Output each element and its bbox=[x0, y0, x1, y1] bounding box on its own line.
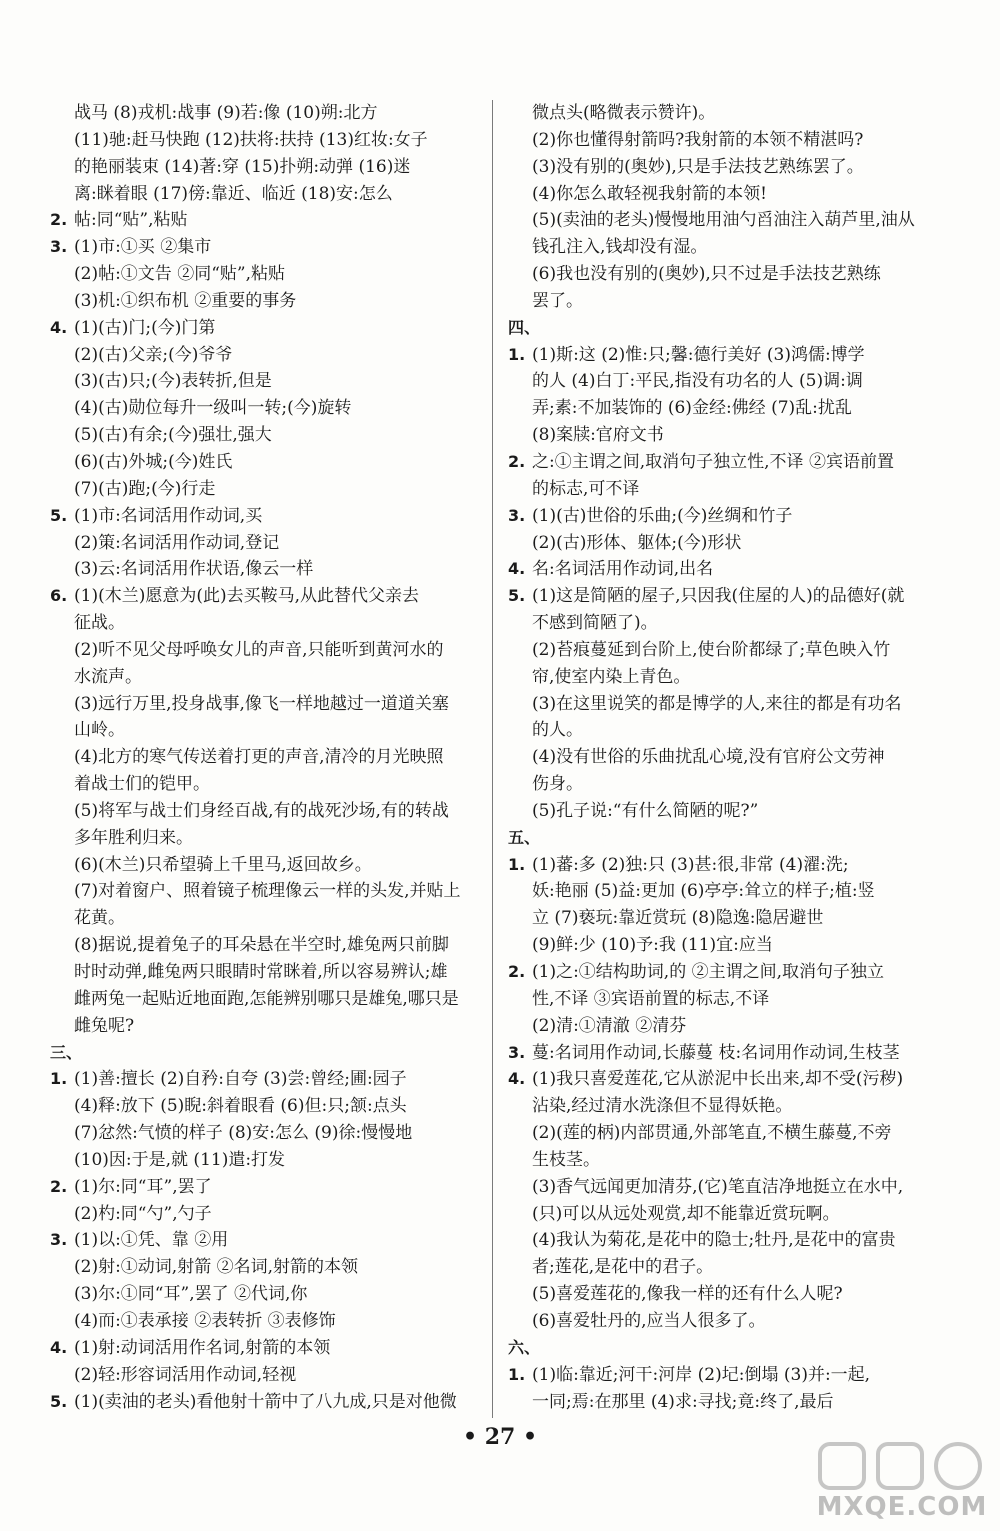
item-number: 2. bbox=[50, 1176, 68, 1196]
answer-line bbox=[50, 771, 480, 798]
line-text: (3)机:①织布机 ②重要的事务 bbox=[74, 290, 297, 311]
answer-line bbox=[50, 449, 480, 476]
line-text: (4)释:放下 (5)睨:斜着眼看 (6)但:只;颔:点头 bbox=[74, 1096, 407, 1117]
line-text: 性,不译 ③宾语前置的标志,不译 bbox=[532, 988, 770, 1009]
answer-line bbox=[50, 530, 480, 557]
line-text: 四、 bbox=[508, 317, 541, 337]
line-text: (1)善:擅长 (2)自矜:自夸 (3)尝:曾经;圃:园子 bbox=[74, 1069, 407, 1090]
answer-item bbox=[508, 342, 948, 369]
answer-line bbox=[50, 556, 480, 583]
line-text: (8)据说,提着兔子的耳朵悬在半空时,雄兔两只前脚 bbox=[74, 935, 449, 956]
line-text: 多年胜利归来。 bbox=[74, 827, 193, 848]
answer-item bbox=[50, 1066, 480, 1093]
line-text: (10)因:于是,就 (11)遣:打发 bbox=[74, 1149, 286, 1170]
line-text: 名:名词活用作动词,出名 bbox=[532, 559, 714, 580]
line-text: (1)蕃:多 (2)独:只 (3)甚:很,非常 (4)濯:洗; bbox=[532, 854, 849, 875]
line-text: 一同;焉:在那里 (4)求:寻找;竟:终了,最后 bbox=[532, 1391, 834, 1412]
answer-line bbox=[50, 905, 480, 932]
line-text: 的标志,可不译 bbox=[532, 478, 640, 499]
right-column bbox=[508, 100, 948, 1415]
line-text: (1)市:名词活用作动词,买 bbox=[74, 505, 263, 526]
line-text: 征战。 bbox=[74, 613, 125, 634]
line-text: 雌两兔一起贴近地面跑,怎能辨别哪只是雄兔,哪只是 bbox=[74, 988, 459, 1009]
answer-line bbox=[50, 932, 480, 959]
line-text: (4)没有世俗的乐曲扰乱心境,没有官府公文劳神 bbox=[532, 747, 885, 768]
line-text: (3)远行万里,投身战事,像飞一样地越过一道道关塞 bbox=[74, 693, 449, 714]
answer-line bbox=[50, 691, 480, 718]
line-text: 弄;素:不加装饰的 (6)金经:佛经 (7)乱:扰乱 bbox=[532, 398, 852, 419]
answer-line bbox=[50, 1362, 480, 1389]
line-text: (1)我只喜爱莲花,它从淤泥中长出来,却不受(污秽) bbox=[532, 1069, 904, 1090]
item-number: 1. bbox=[508, 1364, 526, 1384]
line-text: (2)苔痕蔓延到台阶上,使台阶都绿了;草色映入竹 bbox=[532, 639, 891, 660]
answer-line bbox=[508, 422, 948, 449]
line-text: (1)市:①买 ②集市 bbox=[74, 237, 212, 258]
item-number: 1. bbox=[508, 344, 526, 364]
line-text: 的人。 bbox=[532, 720, 583, 741]
line-text: (7)忿然:气愤的样子 (8)安:怎么 (9)徐:慢慢地 bbox=[74, 1123, 413, 1144]
section-heading bbox=[508, 825, 948, 852]
item-number: 2. bbox=[50, 210, 68, 230]
answer-line bbox=[50, 798, 480, 825]
answer-line bbox=[508, 637, 948, 664]
answer-line bbox=[50, 476, 480, 503]
item-number: 5. bbox=[50, 1391, 68, 1411]
line-text: (1)这是简陋的屋子,只因我(住屋的人)的品德好(就 bbox=[532, 586, 905, 607]
line-text: 之:①主谓之间,取消句子独立性,不译 ②宾语前置 bbox=[532, 451, 894, 472]
watermark-logo bbox=[812, 1436, 992, 1526]
answer-line bbox=[50, 986, 480, 1013]
answer-item bbox=[50, 207, 480, 234]
item-number: 6. bbox=[50, 586, 68, 606]
answer-line bbox=[508, 664, 948, 691]
answer-line bbox=[50, 744, 480, 771]
column-divider bbox=[492, 100, 493, 1418]
line-text: (5)(古)有余;(今)强壮,强大 bbox=[74, 425, 272, 446]
answer-line bbox=[508, 1174, 948, 1201]
line-text: (5)喜爱莲花的,像我一样的还有什么人呢? bbox=[532, 1284, 843, 1305]
item-number: 4. bbox=[508, 559, 526, 579]
answer-line bbox=[508, 986, 948, 1013]
answer-line bbox=[50, 181, 480, 208]
answer-item bbox=[50, 1389, 480, 1416]
line-text: 钱孔注入,钱却没有湿。 bbox=[532, 237, 708, 258]
answer-line bbox=[50, 610, 480, 637]
line-text: (1)(卖油的老头)看他射十箭中了八九成,只是对他微 bbox=[74, 1391, 457, 1412]
line-text: (4)我认为菊花,是花中的隐士;牡丹,是花中的富贵 bbox=[532, 1230, 896, 1251]
line-text: 妖:艳丽 (5)益:更加 (6)亭亭:耸立的样子;植:竖 bbox=[532, 881, 875, 902]
answer-item bbox=[508, 852, 948, 879]
line-text: 伤身。 bbox=[532, 774, 583, 795]
line-text: (3)没有别的(奥妙),只是手法技艺熟练罢了。 bbox=[532, 156, 864, 177]
answer-line bbox=[508, 717, 948, 744]
line-text: (7)对着窗户、照着镜子梳理像云一样的头发,并贴上 bbox=[74, 881, 461, 902]
answer-line bbox=[508, 1281, 948, 1308]
item-number: 4. bbox=[508, 1069, 526, 1089]
answer-line bbox=[508, 530, 948, 557]
line-text: 三、 bbox=[50, 1042, 83, 1062]
answer-line bbox=[508, 1201, 948, 1228]
line-text: (3)云:名词活用作状语,像云一样 bbox=[74, 559, 314, 580]
section-heading bbox=[508, 1335, 948, 1362]
answer-line bbox=[50, 100, 480, 127]
item-number: 3. bbox=[50, 237, 68, 257]
section-heading bbox=[50, 1040, 480, 1067]
line-text: (6)喜爱牡丹的,应当人很多了。 bbox=[532, 1310, 766, 1331]
line-text: 时时动弹,雌兔两只眼睛时常眯着,所以容易辨认;雄 bbox=[74, 962, 448, 982]
line-text: 着战士们的铠甲。 bbox=[74, 774, 210, 795]
answer-line bbox=[50, 422, 480, 449]
answer-line bbox=[50, 261, 480, 288]
item-number: 2. bbox=[508, 962, 526, 981]
line-text: (1)(古)世俗的乐曲;(今)丝绸和竹子 bbox=[532, 505, 793, 526]
answer-line bbox=[508, 1120, 948, 1147]
answer-line bbox=[508, 798, 948, 825]
line-text: (1)以:①凭、靠 ②用 bbox=[74, 1230, 229, 1251]
line-text: 战马 (8)戎机:战事 (9)若:像 (10)朔:北方 bbox=[74, 103, 378, 123]
line-text: (4)而:①表承接 ②表转折 ③表修饰 bbox=[74, 1310, 336, 1331]
line-text: (3)尔:①同“耳”,罢了 ②代词,你 bbox=[74, 1284, 308, 1305]
line-text: (1)(木兰)愿意为(此)去买鞍马,从此替代父亲去 bbox=[74, 586, 420, 607]
line-text: (3)(古)只;(今)表转折,但是 bbox=[74, 371, 272, 392]
answer-item bbox=[508, 449, 948, 476]
answer-line bbox=[50, 1281, 480, 1308]
line-text: 离:眯着眼 (17)傍:靠近、临近 (18)安:怎么 bbox=[74, 183, 393, 204]
item-number: 2. bbox=[508, 451, 526, 471]
answer-line bbox=[508, 100, 948, 127]
line-text: (1)(古)门;(今)门第 bbox=[74, 317, 216, 338]
line-text: (2)杓:同“勺”,勺子 bbox=[74, 1203, 212, 1224]
answer-line bbox=[508, 261, 948, 288]
line-text: 微点头(略微表示赞许)。 bbox=[532, 103, 716, 123]
answer-line bbox=[508, 1389, 948, 1416]
item-number: 1. bbox=[50, 1069, 68, 1089]
line-text: 山岭。 bbox=[74, 720, 125, 741]
answer-item bbox=[508, 1040, 948, 1067]
answer-item bbox=[508, 959, 948, 986]
answer-line bbox=[508, 127, 948, 154]
answer-line bbox=[50, 825, 480, 852]
line-text: (7)(古)跑;(今)行走 bbox=[74, 478, 216, 499]
item-number: 4. bbox=[50, 317, 68, 337]
line-text: (1)临:靠近;河干:河岸 (2)圮:倒塌 (3)并:一起, bbox=[532, 1364, 871, 1385]
answer-item bbox=[50, 315, 480, 342]
answer-line bbox=[50, 1013, 480, 1040]
line-text: 帘,使室内染上青色。 bbox=[532, 666, 691, 687]
answer-line bbox=[508, 368, 948, 395]
answer-line bbox=[50, 1147, 480, 1174]
answer-line bbox=[508, 395, 948, 422]
answer-line bbox=[508, 1093, 948, 1120]
answer-line bbox=[508, 932, 948, 959]
line-text: (6)(木兰)只希望骑上千里马,返回故乡。 bbox=[74, 854, 372, 875]
answer-line bbox=[508, 476, 948, 503]
answer-item bbox=[50, 503, 480, 530]
answer-line bbox=[508, 181, 948, 208]
answer-line bbox=[508, 1254, 948, 1281]
watermark-stamp-icon bbox=[812, 1436, 992, 1496]
answer-item bbox=[50, 1335, 480, 1362]
answer-line bbox=[508, 878, 948, 905]
line-text: (2)(古)形体、躯体;(今)形状 bbox=[532, 532, 742, 553]
line-text: 生枝茎。 bbox=[532, 1149, 600, 1170]
answer-line bbox=[508, 744, 948, 771]
line-text: (3)在这里说笑的都是博学的人,来往的都是有功名 bbox=[532, 693, 902, 714]
item-number: 5. bbox=[50, 505, 68, 525]
answer-item bbox=[508, 556, 948, 583]
line-text: (5)将军与战士们身经百战,有的战死沙场,有的转战 bbox=[74, 800, 449, 821]
answer-item bbox=[50, 583, 480, 610]
answer-line bbox=[50, 1254, 480, 1281]
line-text: (9)鲜:少 (10)予:我 (11)宜:应当 bbox=[532, 935, 773, 956]
item-number: 4. bbox=[50, 1337, 68, 1357]
line-text: 的艳丽装束 (14)著:穿 (15)扑朔:动弹 (16)迷 bbox=[74, 156, 411, 177]
line-text: (5)(卖油的老头)慢慢地用油勺舀油注入葫芦里,油从 bbox=[532, 210, 915, 231]
line-text: (2)听不见父母呼唤女儿的声音,只能听到黄河水的 bbox=[74, 639, 444, 660]
line-text: (8)案牍:官府文书 bbox=[532, 425, 664, 446]
line-text: 六、 bbox=[508, 1337, 541, 1357]
line-text: (1)射:动词活用作名词,射箭的本领 bbox=[74, 1337, 331, 1358]
line-text: (2)(古)父亲;(今)爷爷 bbox=[74, 344, 233, 365]
item-number: 1. bbox=[508, 854, 526, 874]
line-text: (1)斯:这 (2)惟:只;馨:德行美好 (3)鸿儒:博学 bbox=[532, 344, 865, 365]
line-text: (6)我也没有别的(奥妙),只不过是手法技艺熟练 bbox=[532, 264, 881, 285]
answer-item bbox=[50, 234, 480, 261]
line-text: 者;莲花,是花中的君子。 bbox=[532, 1257, 714, 1278]
line-text: (2)清:①清澈 ②清芬 bbox=[532, 1015, 687, 1036]
section-heading bbox=[508, 315, 948, 342]
answer-item bbox=[50, 1227, 480, 1254]
line-text: 水流声。 bbox=[74, 666, 142, 687]
answer-line bbox=[50, 717, 480, 744]
line-text: 不感到简陋了)。 bbox=[532, 613, 658, 634]
line-text: (4)北方的寒气传送着打更的声音,清冷的月光映照 bbox=[74, 747, 444, 768]
line-text: (2)帖:①文告 ②同“贴”,粘贴 bbox=[74, 264, 285, 285]
answer-line bbox=[50, 154, 480, 181]
line-text: (1)尔:同“耳”,罢了 bbox=[74, 1176, 212, 1197]
answer-line bbox=[50, 637, 480, 664]
item-number: 3. bbox=[50, 1230, 68, 1250]
answer-line bbox=[50, 368, 480, 395]
answer-line bbox=[50, 852, 480, 879]
line-text: (3)香气远闻更加清芬,(它)笔直洁净地挺立在水中, bbox=[532, 1176, 904, 1197]
line-text: (只)可以从远处观赏,却不能靠近赏玩啊。 bbox=[532, 1203, 840, 1224]
answer-item bbox=[508, 583, 948, 610]
item-number: 5. bbox=[508, 586, 526, 606]
line-text: 帖:同“贴”,粘贴 bbox=[74, 210, 188, 231]
line-text: (2)射:①动词,射箭 ②名词,射箭的本领 bbox=[74, 1257, 359, 1278]
line-text: (5)孔子说:“有什么简陋的呢?” bbox=[532, 800, 759, 821]
answer-line bbox=[50, 664, 480, 691]
answer-line bbox=[508, 288, 948, 315]
item-number: 3. bbox=[508, 1042, 526, 1062]
answer-line bbox=[50, 342, 480, 369]
answer-line bbox=[50, 1120, 480, 1147]
line-text: (2)你也懂得射箭吗?我射箭的本领不精湛吗? bbox=[532, 129, 864, 150]
answer-line bbox=[508, 1147, 948, 1174]
answer-line bbox=[50, 959, 480, 986]
answer-line bbox=[50, 1093, 480, 1120]
answer-line bbox=[508, 1227, 948, 1254]
line-text: 花黄。 bbox=[74, 908, 125, 929]
answer-line bbox=[508, 610, 948, 637]
answer-line bbox=[508, 154, 948, 181]
line-text: (4)(古)勋位每升一级叫一转;(今)旋转 bbox=[74, 398, 352, 419]
line-text: (11)驰:赶马快跑 (12)扶将:扶持 (13)红妆:女子 bbox=[74, 129, 428, 150]
line-text: 雌兔呢? bbox=[74, 1015, 135, 1036]
line-text: (4)你怎么敢轻视我射箭的本领! bbox=[532, 183, 767, 204]
answer-line bbox=[508, 771, 948, 798]
answer-line bbox=[508, 207, 948, 234]
line-text: 蔓:名词用作动词,长藤蔓 枝:名词用作动词,生枝茎 bbox=[532, 1042, 900, 1063]
line-text: 立 (7)亵玩:靠近赏玩 (8)隐逸:隐居避世 bbox=[532, 908, 824, 929]
watermark-text: MXQE.COM bbox=[816, 1492, 988, 1522]
answer-line bbox=[508, 234, 948, 261]
line-text: 沾染,经过清水洗涤但不显得妖艳。 bbox=[532, 1096, 793, 1117]
answer-line bbox=[50, 1201, 480, 1228]
answer-line bbox=[508, 691, 948, 718]
line-text: (2)策:名词活用作动词,登记 bbox=[74, 532, 280, 553]
answer-line bbox=[50, 878, 480, 905]
line-text: (2)轻:形容词活用作动词,轻视 bbox=[74, 1364, 297, 1385]
answer-item bbox=[508, 1066, 948, 1093]
line-text: (2)(莲的柄)内部贯通,外部笔直,不横生藤蔓,不旁 bbox=[532, 1123, 892, 1144]
answer-item bbox=[508, 503, 948, 530]
answer-line bbox=[50, 288, 480, 315]
line-text: (6)(古)外城;(今)姓氏 bbox=[74, 451, 233, 472]
left-column bbox=[50, 100, 480, 1415]
answer-item bbox=[50, 1174, 480, 1201]
line-text: 五、 bbox=[508, 827, 541, 847]
answer-line bbox=[50, 395, 480, 422]
answer-line bbox=[508, 905, 948, 932]
item-number: 3. bbox=[508, 505, 526, 525]
line-text: 罢了。 bbox=[532, 290, 583, 311]
line-text: 的人 (4)白丁:平民,指没有功名的人 (5)调:调 bbox=[532, 371, 863, 392]
answer-line bbox=[50, 127, 480, 154]
answer-line bbox=[508, 1308, 948, 1335]
answer-line bbox=[508, 1013, 948, 1040]
page-number: • 27 • bbox=[462, 1424, 538, 1450]
line-text: (1)之:①结构助词,的 ②主谓之间,取消句子独立 bbox=[532, 962, 885, 982]
answer-item bbox=[508, 1362, 948, 1389]
answer-line bbox=[50, 1308, 480, 1335]
